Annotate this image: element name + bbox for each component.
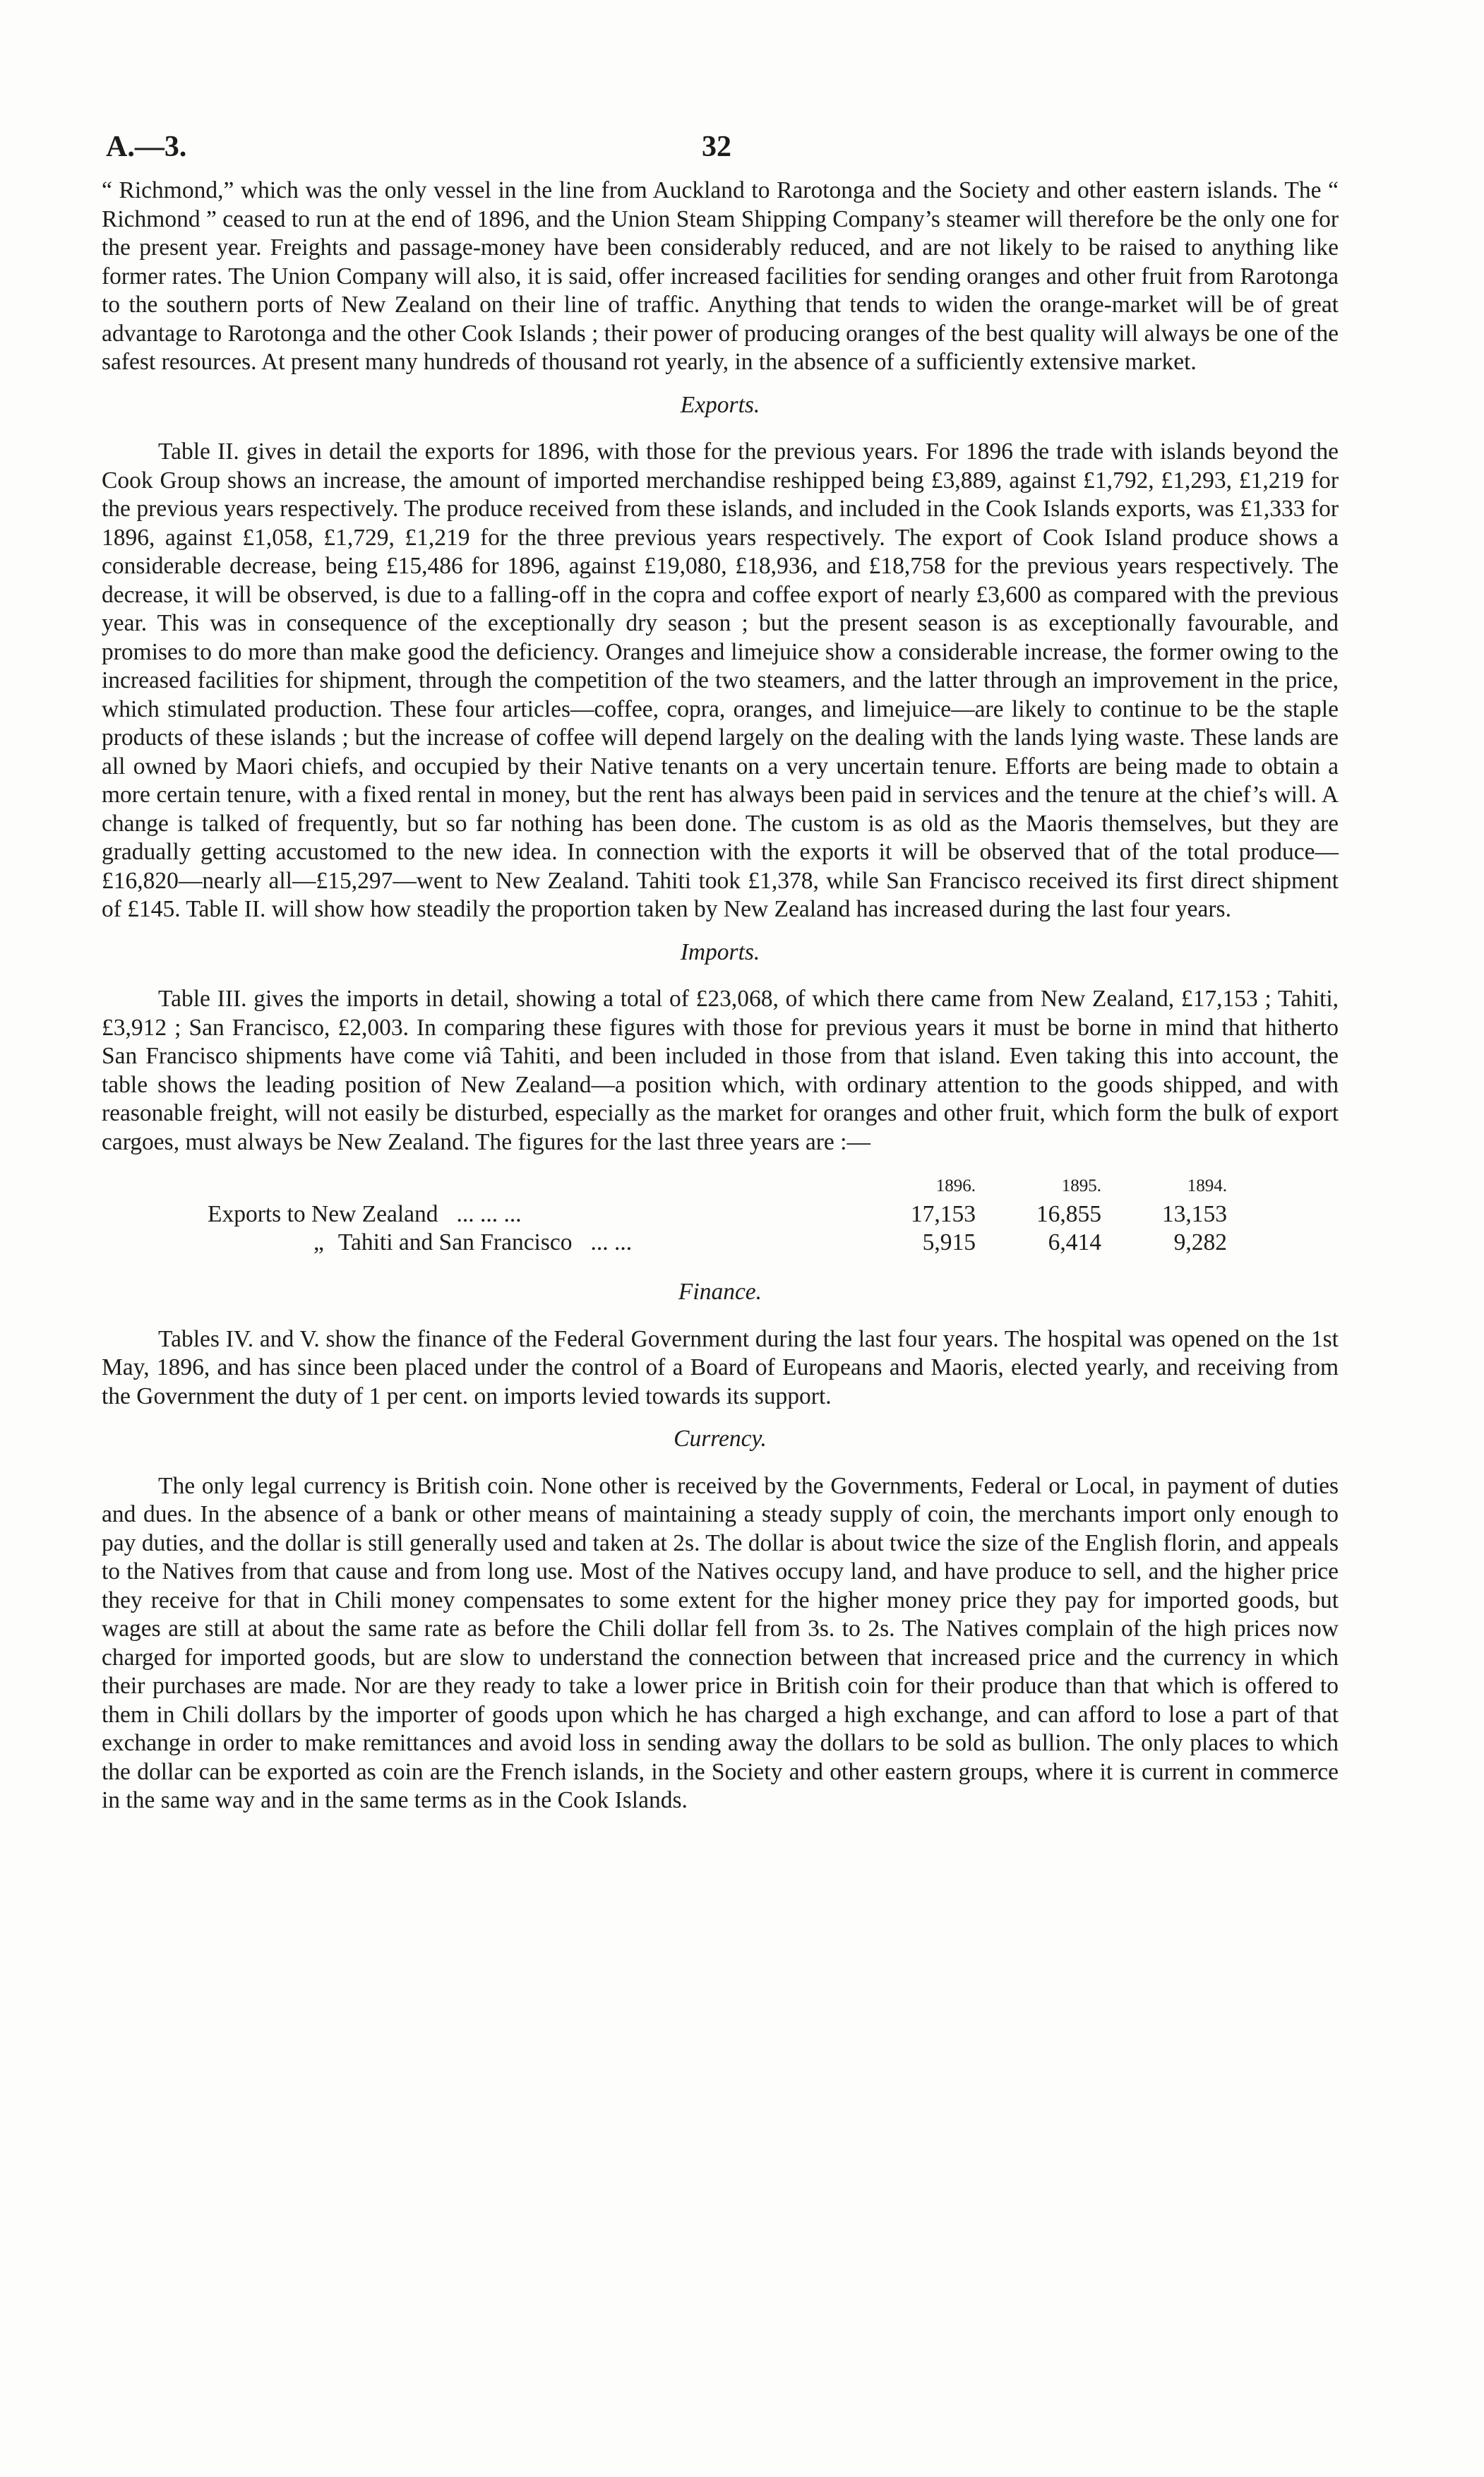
page-number: 32 xyxy=(702,131,731,163)
page-header xyxy=(102,120,1339,177)
exports-comparison-table xyxy=(102,1172,1339,1257)
table-header-row xyxy=(102,1172,1339,1200)
table-row xyxy=(102,1229,1339,1257)
finance-heading: Finance. xyxy=(678,1279,762,1305)
value-1894: 13,153 xyxy=(1161,1201,1227,1227)
value-1895: 16,855 xyxy=(1036,1201,1101,1227)
year-1896-header: 1896. xyxy=(935,1176,976,1195)
currency-paragraph: The only legal currency is British coin. None other is received by the Governments, Federal or Local, in payment of duties and dues. In the absence of a bank or other means of maintaining a steady supply of coin, the merchants import only enough to pay duties, and the dollar is still generally used and taken at 2s. The dollar is about twice the size of the English florin, and appeals to the Natives from that cause and from long use. Most of the Natives occupy land, and have produce to sell, and the higher price they receive for that in Chili money compensates to some extent for the higher money price they pay for imported goods, but wages are still at about the same rate as before the Chili dollar fell from 3s. to 2s. The Natives complain of the high prices now charged for imported goods, but are slow to understand the connection between that increased price and the currency in which their purchases are made. Nor are they ready to take a lower price in British coin for their produce than that which is offered to them in Chili dollars by the importer of goods upon which he has charged a high exchange, and can afford to lose a part of that exchange in order to make remittances and avoid loss in sending away the dollars to be sold as bullion. The only places to which the dollar can be exported as coin are the French islands, in the Society and other eastern groups, where it is current in commerce in the same way and in the same terms as in the Cook Islands. xyxy=(102,1472,1339,1813)
ditto-mark: „ xyxy=(313,1229,324,1255)
value-1895: 6,414 xyxy=(1048,1229,1101,1255)
continuation-paragraph: “ Richmond,” which was the only vessel in the line from Auckland to Rarotonga and the Society and other eastern islands. The “ Richmond ” ceased to run at the end of 1896, and the Union Steam Shipping Company’s steamer will therefore be the only one for the present year. Freights and passage-money have been considerably reduced, and are not likely to be raised to anything like former rates. The Union Company will also, it is said, offer increased facilities for sending oranges and other fruit from Rarotonga to the southern ports of New Zealand on their line of traffic. Anything that tends to widen the orange-market will be of great advantage to Rarotonga and the other Cook Islands ; their power of producing oranges of the best quality will always be one of the safest resources. At present many hundreds of thousand rot yearly, in the absence of a sufficiently extensive market. xyxy=(102,177,1339,375)
row-label xyxy=(102,1200,850,1229)
imports-paragraph: Table III. gives the imports in detail, showing a total of £23,068, of which there came from New Zealand, £17,153 ; Tahiti, £3,912 ; San Francisco, £2,003. In comparing these figures with those for previous years it must be borne in mind that hitherto San Francisco shipments have come viâ Tahiti, and been included in those from that island. Even taking this into account, the table shows the leading position of New Zealand—a position which, with ordinary attention to the goods shipped, and with reasonable freight, will not easily be disturbed, especially as the market for oranges and other fruit, which form the bulk of export cargoes, must always be New Zealand. The figures for the last three years are :— xyxy=(102,986,1339,1155)
exports-paragraph: Table II. gives in detail the exports for 1896, with those for the previous years. For 1896 the trade with islands beyond the Cook Group shows an increase, the amount of imported merchandise reshipped being £3,889, against £1,792, £1,293, £1,219 for the previous years respectively. The produce received from these islands, and included in the Cook Islands exports, was £1,333 for 1896, against £1,058, £1,729, £1,219 for the three previous years respectively. The export of Cook Island produce shows a considerable decrease, being £15,486 for 1896, against £19,080, £18,936, and £18,758 for the previous years respectively. The decrease, it will be observed, is due to a falling-off in the copra and coffee export of nearly £3,600 as compared with the previous year. This was in consequence of the exceptionally dry season ; but the present season is as exceptionally favourable, and promises to do more than make good the deficiency. Oranges and limejuice show a considerable increase, the former owing to the increased facilities for shipment, through the competition of the two steamers, and the latter through an improvement in the price, which stimulated production. These four articles—coffee, copra, oranges, and limejuice—are likely to continue to be the staple products of these islands ; but the increase of coffee will depend largely on the dealing with the lands lying waste. These lands are all owned by Maori chiefs, and occupied by their Native tenants on a very uncertain tenure. Efforts are being made to obtain a more certain tenure, with a fixed rental in money, but the rent has always been paid in services and the tenure at the chief’s will. A change is talked of frequently, but so far nothing has been done. The custom is as old as the Maoris themselves, but they are gradually getting accustomed to the new idea. In connection with the exports it will be observed that of the total produce—£16,820—nearly all—£15,297—went to New Zealand. Tahiti took £1,378, while San Francisco received its first direct shipment of £145. Table II. will show how steadily the proportion taken by New Zealand has increased during the last four years. xyxy=(102,438,1339,922)
year-1895-header: 1895. xyxy=(1061,1176,1101,1195)
leader-dots: ... ... xyxy=(590,1229,633,1255)
imports-heading: Imports. xyxy=(680,938,760,965)
row-label-text: Exports to New Zealand xyxy=(208,1201,438,1227)
exports-heading: Exports. xyxy=(680,391,760,418)
table-row xyxy=(102,1200,1339,1229)
row-label xyxy=(102,1229,850,1257)
currency-heading: Currency. xyxy=(674,1426,767,1452)
value-1894: 9,282 xyxy=(1173,1229,1227,1255)
row-label-text: Tahiti and San Francisco xyxy=(337,1229,573,1255)
value-1896: 17,153 xyxy=(910,1201,976,1227)
leader-dots: ... ... ... xyxy=(456,1201,522,1227)
value-1896: 5,915 xyxy=(922,1229,976,1255)
year-1894-header: 1894. xyxy=(1187,1176,1227,1195)
document-reference: A.—3. xyxy=(106,131,187,163)
document-page xyxy=(102,120,1339,1815)
finance-paragraph: Tables IV. and V. show the finance of the Federal Government during the last four years. The hospital was opened on the 1st May, 1896, and has since been placed under the control of a Board of Europeans and Maoris, elected yearly, and receiving from the Government the duty of 1 per cent. on imports levied towards its support. xyxy=(102,1325,1339,1409)
